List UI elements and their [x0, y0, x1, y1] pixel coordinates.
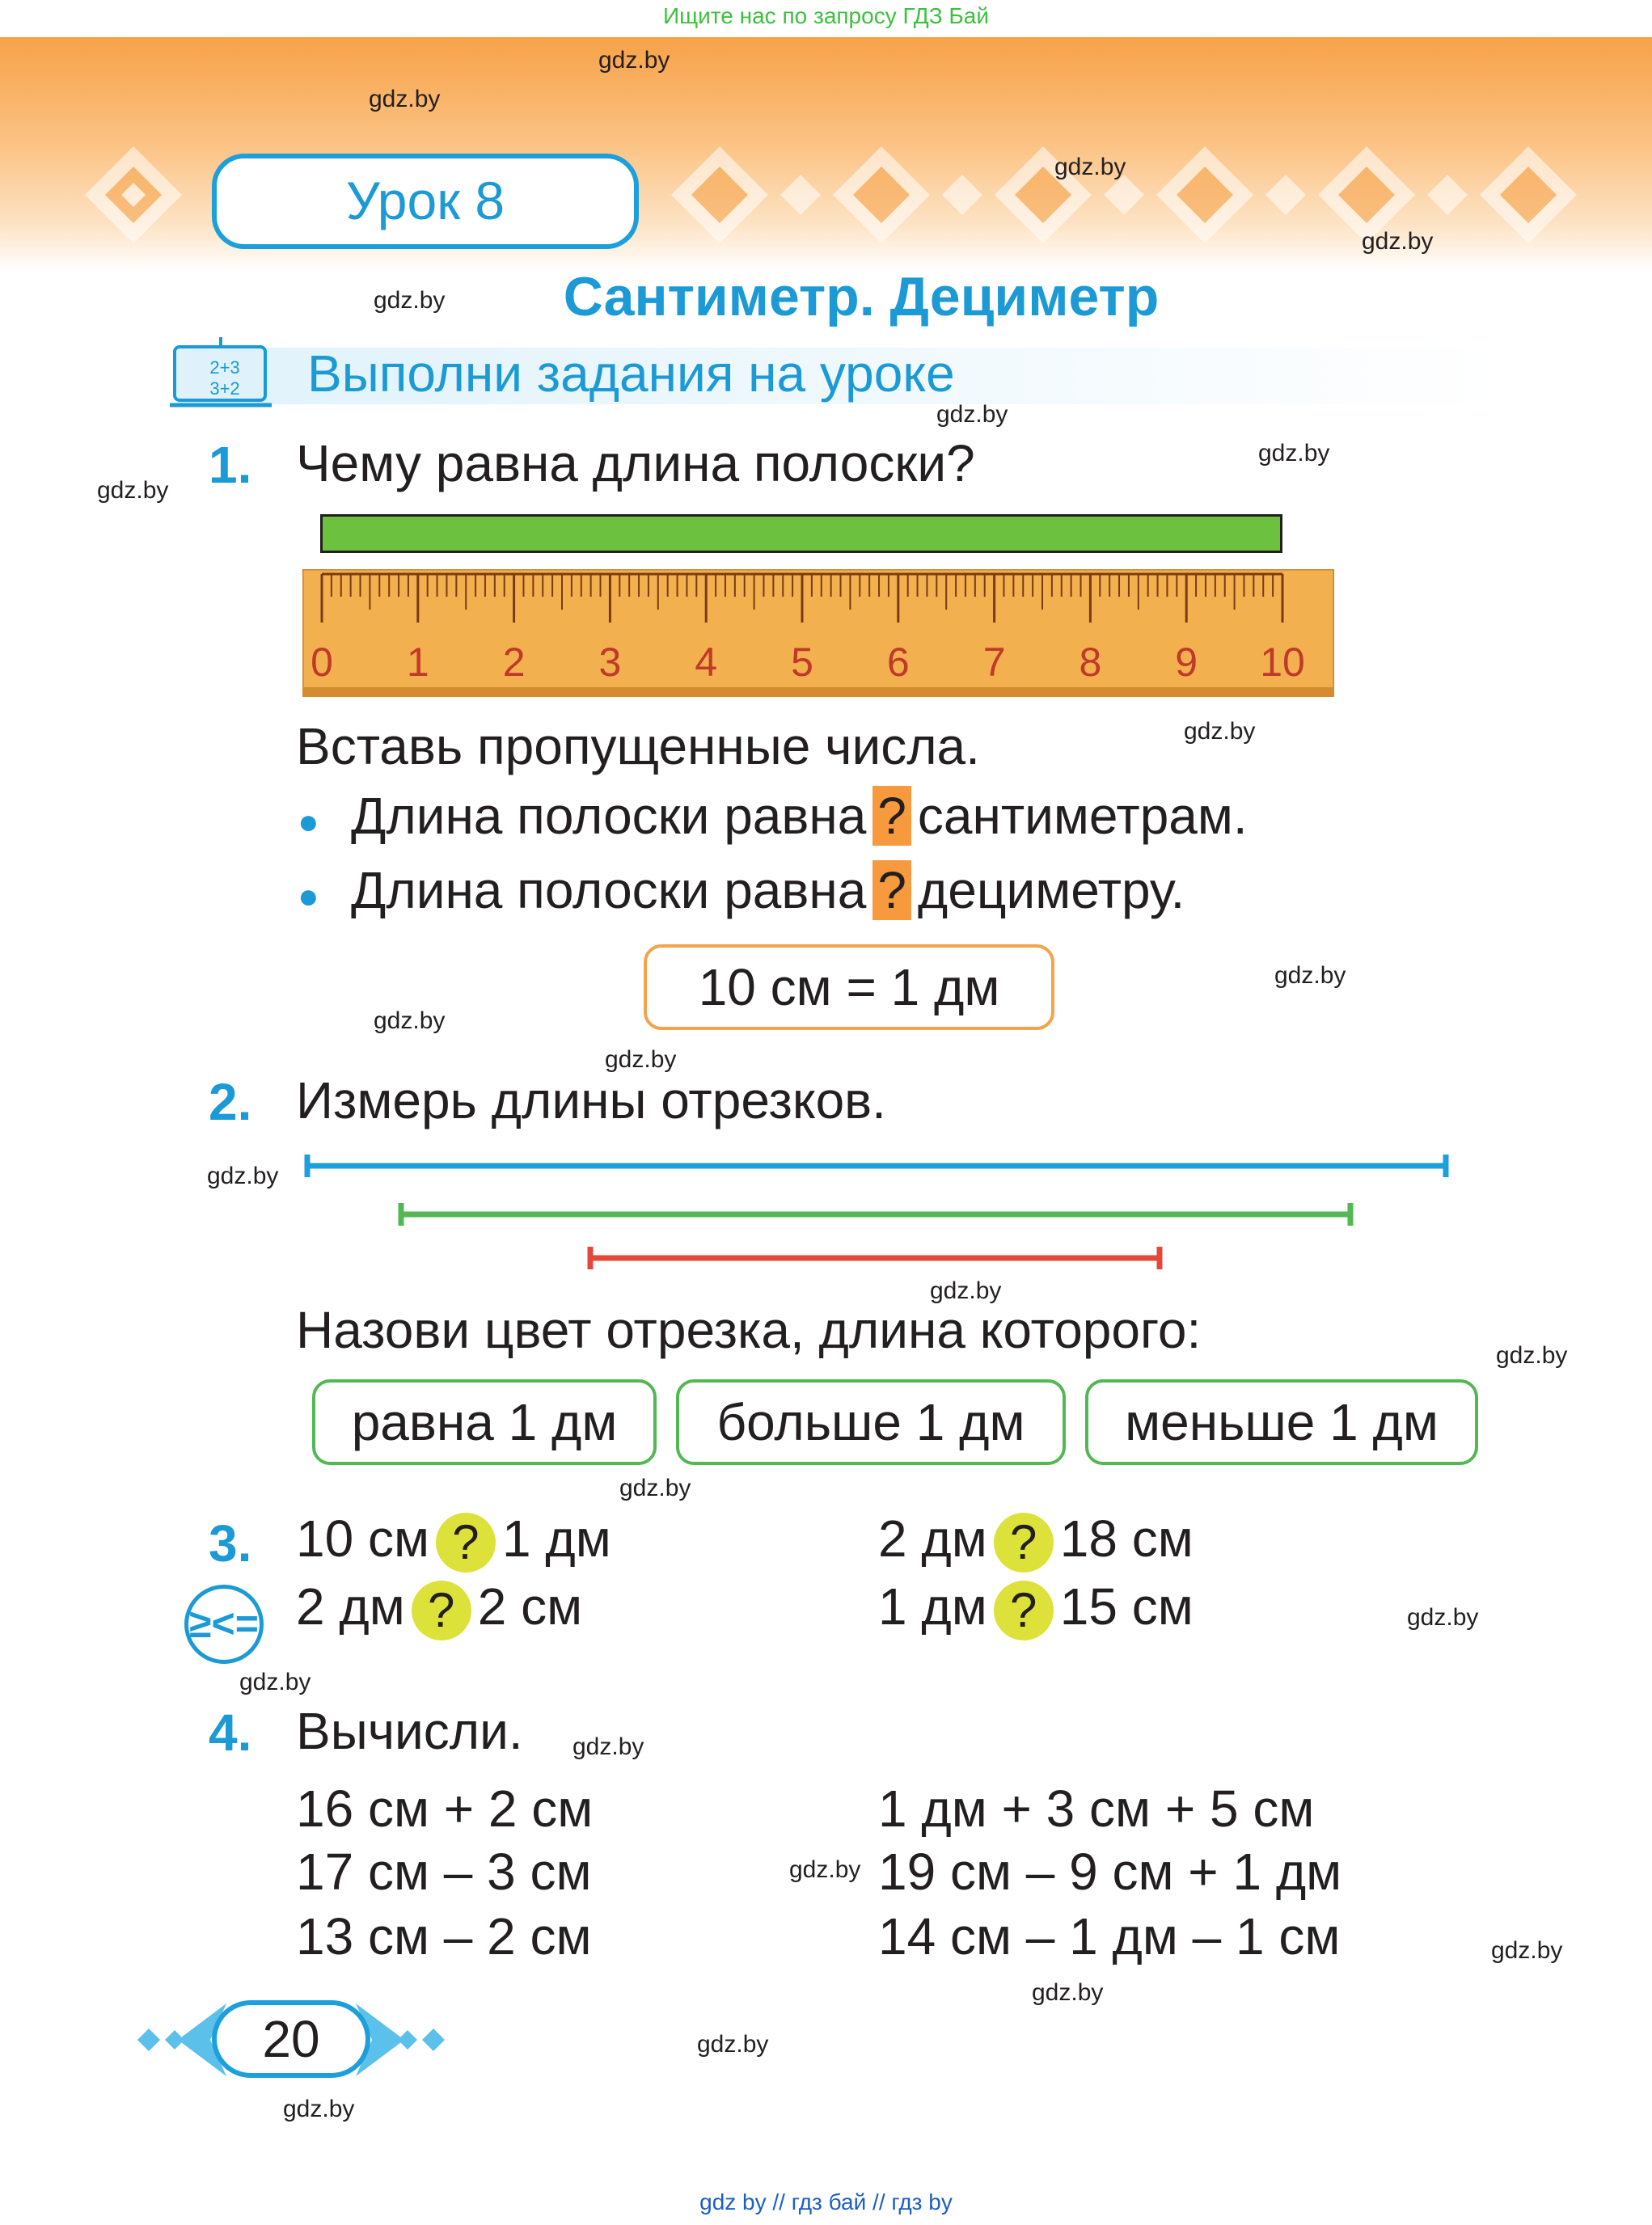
ruler-label: 0 — [311, 640, 333, 685]
watermark: gdz.by — [1496, 1342, 1568, 1369]
ruler-label: 7 — [982, 640, 1006, 685]
compare-value: 18 см — [1059, 1509, 1194, 1568]
watermark: gdz.by — [97, 477, 169, 504]
watermark: gdz.by — [374, 1007, 446, 1034]
fill-text: дециметру. — [917, 861, 1185, 919]
ornament-icon — [81, 142, 186, 247]
lesson-badge: Урок 8 — [212, 154, 639, 249]
fill-line-2 — [351, 860, 1185, 920]
compare-row — [296, 1509, 611, 1573]
task-question: Вычисли. — [296, 1702, 523, 1760]
compare-value: 15 см — [1059, 1577, 1194, 1636]
expression: 16 см + 2 см — [296, 1780, 594, 1838]
bullet-icon: ● — [298, 876, 319, 916]
watermark: gdz.by — [789, 1856, 861, 1883]
task-number: 1. — [209, 436, 252, 494]
top-note: Ищите нас по запросу ГДЗ Бай — [662, 3, 990, 28]
expression: 1 дм + 3 см + 5 см — [878, 1780, 1315, 1838]
watermark: gdz.by — [369, 86, 441, 112]
compare-value: 10 см — [296, 1509, 429, 1568]
watermark: gdz.by — [598, 47, 670, 74]
watermark: gdz.by — [697, 2031, 769, 2058]
fill-text: Длина полоски равна — [351, 861, 867, 919]
fill-text: сантиметрам. — [917, 787, 1248, 845]
watermark: gdz.by — [1032, 1979, 1104, 2006]
watermark: gdz.by — [619, 1475, 691, 1501]
footer-links: gdz by // гдз бай // гдз by — [699, 2189, 953, 2214]
ruler-label: 4 — [695, 640, 718, 685]
page-number: 20 — [212, 2000, 370, 2078]
watermark: gdz.by — [572, 1733, 644, 1760]
ruler-label: 9 — [1175, 640, 1198, 685]
choice-greater[interactable]: больше 1 дм — [676, 1379, 1066, 1465]
watermark: gdz.by — [936, 401, 1008, 428]
choice-less[interactable]: меньше 1 дм — [1085, 1379, 1478, 1465]
ruler-label: 1 — [406, 640, 429, 685]
equation-box: 10 см = 1 дм — [644, 944, 1054, 1030]
task-question: Чему равна длина полоски? — [296, 434, 975, 492]
green-strip — [320, 514, 1282, 553]
compare-icon: ≥<= — [184, 1585, 264, 1664]
expression: 19 см – 9 см + 1 дм — [878, 1843, 1342, 1901]
segment-red — [590, 1247, 1160, 1269]
expression: 14 см – 1 дм – 1 см — [878, 1907, 1341, 1965]
task-number: 2. — [209, 1073, 252, 1131]
ruler-label: 5 — [791, 640, 813, 685]
ruler-label: 8 — [1079, 640, 1102, 685]
task-question: Измерь длины отрезков. — [296, 1071, 886, 1129]
watermark: gdz.by — [1258, 440, 1330, 467]
subtitle: Выполни задания на уроке — [307, 344, 955, 403]
compare-row — [878, 1509, 1194, 1573]
watermark: gdz.by — [283, 2096, 355, 2122]
ruler — [302, 569, 1334, 697]
segment-blue — [307, 1155, 1446, 1177]
watermark: gdz.by — [930, 1277, 1002, 1304]
compare-value: 2 см — [477, 1577, 583, 1636]
compare-value: 2 дм — [296, 1577, 405, 1636]
blank-circle[interactable]: ? — [412, 1581, 471, 1640]
watermark: gdz.by — [1184, 718, 1256, 745]
segment-green — [401, 1203, 1350, 1226]
ruler-label: 2 — [502, 640, 526, 685]
compare-row — [296, 1577, 582, 1640]
blank-box[interactable]: ? — [872, 860, 911, 920]
expression: 17 см – 3 см — [296, 1843, 592, 1901]
watermark: gdz.by — [1491, 1937, 1563, 1964]
compare-row — [878, 1577, 1194, 1640]
ruler-label: 6 — [886, 640, 910, 685]
watermark: gdz.by — [1054, 154, 1126, 180]
task-number: 4. — [209, 1704, 252, 1762]
watermark: gdz.by — [1362, 228, 1434, 255]
watermark: gdz.by — [207, 1163, 279, 1189]
fill-line-1 — [351, 786, 1248, 846]
compare-value: 1 дм — [878, 1577, 987, 1636]
watermark: gdz.by — [605, 1046, 677, 1073]
ruler-edge — [302, 687, 1334, 697]
instruction: Вставь пропущенные числа. — [296, 717, 980, 775]
bullet-icon: ● — [298, 802, 319, 842]
blank-circle[interactable]: ? — [994, 1581, 1054, 1640]
board-line: 3+2 — [209, 378, 240, 399]
blank-circle[interactable]: ? — [436, 1513, 496, 1573]
watermark: gdz.by — [374, 287, 446, 314]
watermark: gdz.by — [1407, 1604, 1479, 1631]
task-number: 3. — [209, 1514, 252, 1573]
ruler-label: 3 — [598, 640, 622, 685]
page-title: Сантиметр. Дециметр — [563, 266, 1160, 327]
segments — [291, 1146, 1456, 1276]
expression: 13 см – 2 см — [296, 1907, 592, 1965]
blank-box[interactable]: ? — [872, 786, 911, 846]
watermark: gdz.by — [1274, 962, 1346, 989]
ruler-label: 10 — [1260, 640, 1305, 685]
choice-equal[interactable]: равна 1 дм — [312, 1379, 657, 1465]
watermark: gdz.by — [239, 1669, 311, 1695]
instruction: Назови цвет отрезка, длина которого: — [296, 1301, 1202, 1359]
compare-value: 1 дм — [501, 1509, 611, 1568]
board-line: 2+3 — [209, 357, 240, 378]
compare-value: 2 дм — [878, 1509, 987, 1568]
fill-text: Длина полоски равна — [351, 787, 867, 845]
blank-circle[interactable]: ? — [994, 1513, 1054, 1573]
board-icon-text — [180, 357, 270, 399]
